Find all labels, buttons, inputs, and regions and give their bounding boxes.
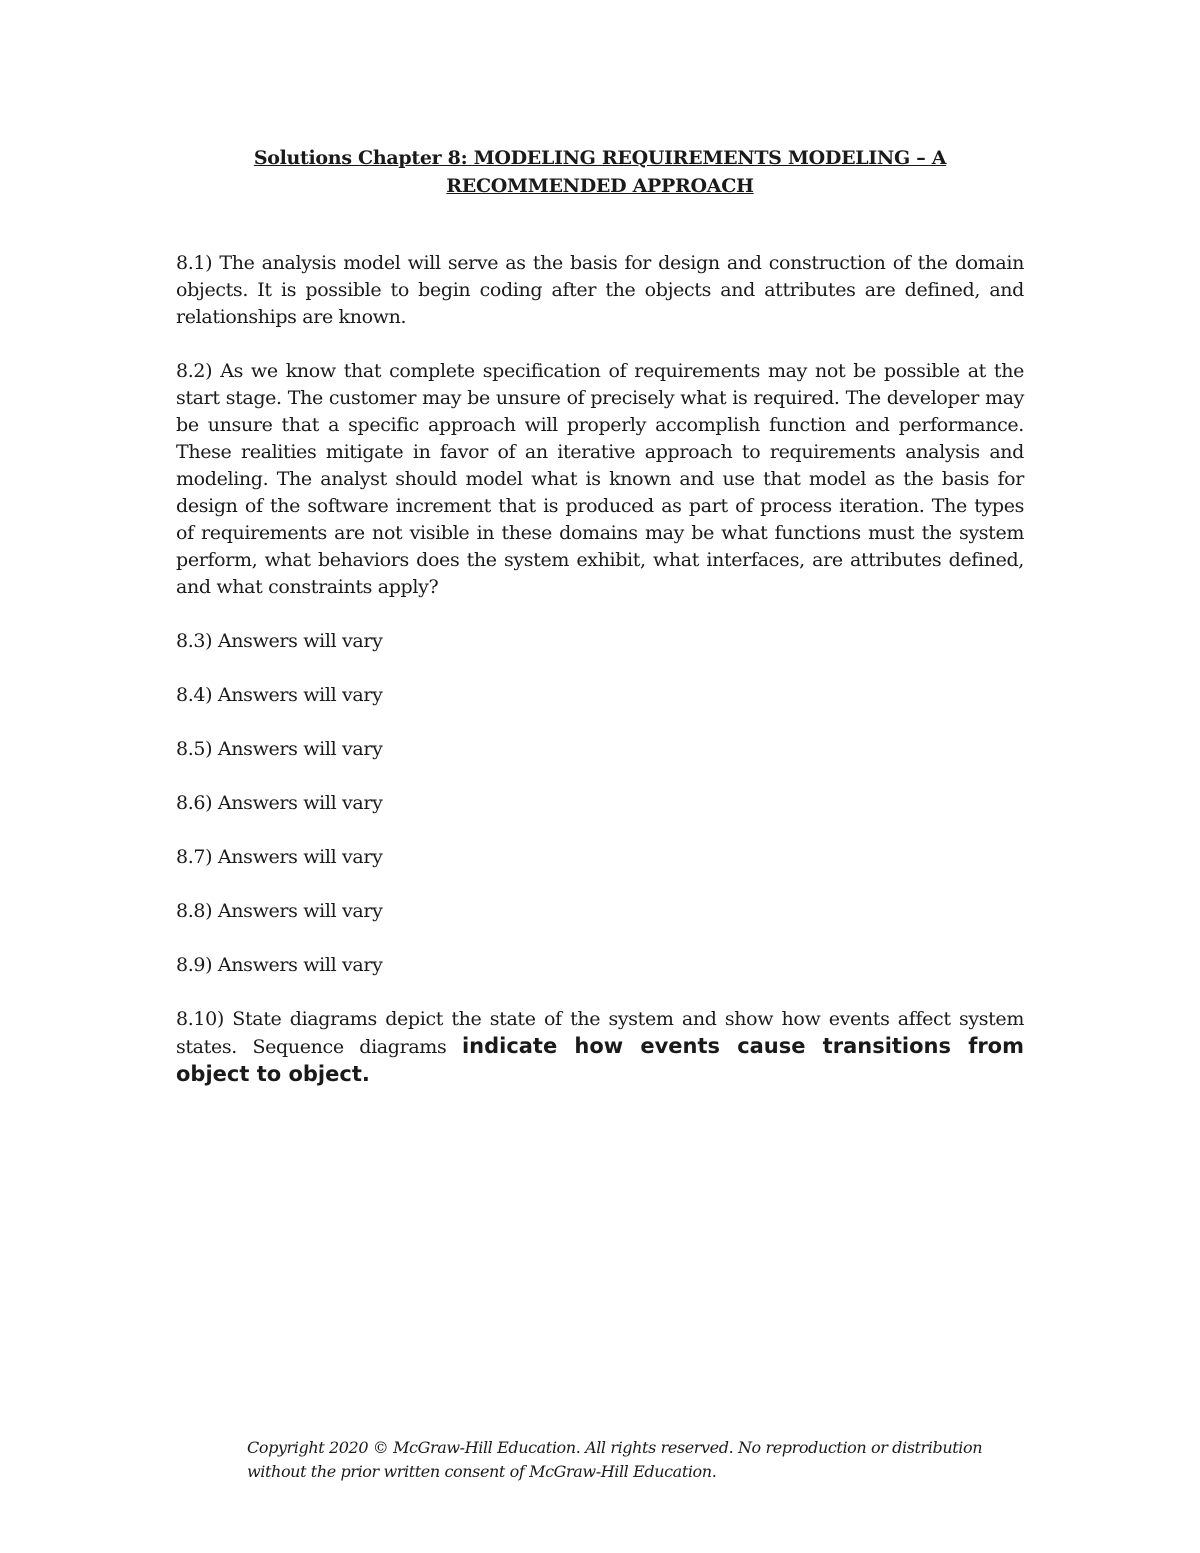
copyright-footer bbox=[247, 1436, 1027, 1484]
answer-8-7: 8.7) Answers will vary bbox=[176, 846, 383, 868]
answer-8-6: 8.6) Answers will vary bbox=[176, 792, 383, 814]
answer-8-5: 8.5) Answers will vary bbox=[176, 738, 383, 760]
answer-8-4: 8.4) Answers will vary bbox=[176, 684, 383, 706]
answer-8-3: 8.3) Answers will vary bbox=[176, 630, 383, 652]
answer-8-8: 8.8) Answers will vary bbox=[176, 900, 383, 922]
title-line-2: RECOMMENDED APPROACH bbox=[446, 175, 754, 197]
answer-8-1: 8.1) The analysis model will serve as the basis for design and construction of the domain objects. It is possible to begin coding after the objects and attributes are defined, and relationships are known. bbox=[176, 252, 1024, 328]
footer-line-2: without the prior written consent of McGraw-Hill Education. bbox=[247, 1462, 717, 1481]
answers-body bbox=[176, 250, 1024, 1116]
answer-8-10-emphasis: indicate how events cause transitions from object to object. bbox=[176, 1034, 1024, 1086]
title-line-1: Solutions Chapter 8: MODELING REQUIREMENTS MODELING – A bbox=[253, 147, 947, 169]
answer-8-10-text: 8.10) State diagrams depict the state of the system and show how events affect system states. Sequence diagrams bbox=[176, 1008, 1024, 1058]
answer-8-2: 8.2) As we know that complete specification of requirements may not be possible at the start stage. The customer may be unsure of precisely what is required. The developer may be unsure that a specific approach will properly accomplish function and performance. These realities mitigate in favor of an iterative approach to requirements analysis and modeling. The analyst should model what is known and use that model as the basis for design of the software increment that is produced as part of process iteration. The types of requirements are not visible in these domains may be what functions must the system perform, what behaviors does the system exhibit, what interfaces, are attributes defined, and what constraints apply? bbox=[176, 360, 1024, 598]
document-title bbox=[176, 144, 1024, 200]
answer-8-10 bbox=[176, 1006, 1024, 1089]
answer-8-9: 8.9) Answers will vary bbox=[176, 954, 383, 976]
footer-line-1: Copyright 2020 © McGraw-Hill Education. All rights reserved. No reproduction or distribution bbox=[247, 1438, 983, 1457]
